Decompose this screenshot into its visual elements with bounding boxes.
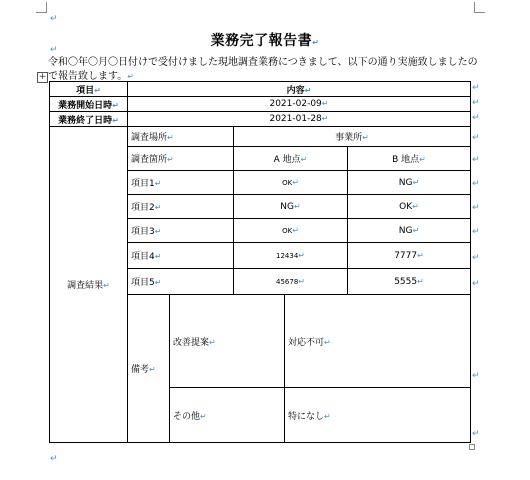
return-arrow-icon: ↵: [412, 201, 419, 211]
return-arrow-icon: ↵: [167, 133, 174, 142]
point-a-value-cell[interactable]: NG↵: [234, 195, 348, 219]
return-arrow-icon: ↵: [154, 278, 162, 287]
crop-mark-top-right: [474, 2, 485, 13]
return-arrow-icon: ↵: [167, 155, 174, 164]
return-arrow-icon: ↵: [324, 337, 331, 347]
return-arrow-icon: ↵: [50, 454, 58, 464]
return-arrow-icon: ↵: [154, 227, 162, 236]
survey-place-label-cell[interactable]: 調査場所↵: [128, 127, 234, 147]
return-arrow-icon: ↵: [472, 227, 480, 237]
intro-paragraph[interactable]: [48, 56, 478, 84]
survey-place-row: [50, 127, 471, 147]
return-arrow-icon: ↵: [419, 155, 426, 164]
point-a-value-cell[interactable]: OK↵: [234, 219, 348, 243]
return-arrow-icon: ↵: [127, 72, 134, 81]
point-b-value-cell[interactable]: NG↵: [348, 171, 471, 195]
point-b-value-cell[interactable]: NG↵: [348, 219, 471, 243]
point-b-value-cell[interactable]: 7777↵: [348, 243, 471, 269]
return-arrow-icon: ↵: [154, 179, 162, 188]
content-header-cell[interactable]: 内容↵: [128, 82, 471, 97]
document-title-text: 業務完了報告書: [210, 33, 313, 49]
improvement-value-cell[interactable]: 対応不可↵: [285, 295, 471, 388]
return-arrow-icon: ↵: [321, 99, 329, 108]
return-arrow-icon: ↵: [112, 115, 119, 125]
return-arrow-icon: ↵: [472, 113, 480, 123]
return-arrow-icon: ↵: [200, 411, 207, 421]
point-b-value-cell[interactable]: 5555↵: [348, 269, 471, 295]
office-label-cell[interactable]: 事業所↵: [234, 127, 471, 147]
results-label-cell[interactable]: 調査結果↵: [50, 127, 128, 443]
return-arrow-icon: ↵: [112, 100, 119, 110]
return-arrow-icon: ↵: [298, 277, 305, 286]
return-arrow-icon: ↵: [362, 133, 369, 142]
other-label-cell[interactable]: その他↵: [170, 388, 285, 443]
point-a-header-cell[interactable]: A 地点↵: [234, 147, 348, 171]
point-b-value-cell[interactable]: OK↵: [348, 195, 471, 219]
row-label-cell[interactable]: 項目3↵: [128, 219, 234, 243]
return-arrow-icon: ↵: [472, 83, 480, 93]
return-arrow-icon: ↵: [154, 203, 162, 212]
row-label-cell[interactable]: 項目4↵: [128, 243, 234, 269]
point-a-value-cell[interactable]: OK↵: [234, 171, 348, 195]
table-header-row: [50, 82, 471, 97]
return-arrow-icon: ↵: [321, 114, 329, 123]
row-label-cell[interactable]: 項目1↵: [128, 171, 234, 195]
point-a-value-cell[interactable]: 45678↵: [234, 269, 348, 295]
return-arrow-icon: ↵: [50, 14, 58, 24]
crop-mark-top-left: [36, 2, 47, 13]
return-arrow-icon: ↵: [94, 85, 101, 95]
other-value-cell[interactable]: 特になし↵: [285, 388, 471, 443]
row-label-cell[interactable]: 項目5↵: [128, 269, 234, 295]
start-datetime-row: [50, 97, 471, 112]
return-arrow-icon: ↵: [472, 371, 480, 381]
improvement-label-cell[interactable]: 改善提案↵: [170, 295, 285, 388]
return-arrow-icon: ↵: [292, 178, 299, 187]
return-arrow-icon: ↵: [298, 251, 305, 260]
return-arrow-icon: ↵: [412, 177, 420, 187]
return-arrow-icon: ↵: [292, 226, 299, 235]
report-table: [49, 81, 471, 443]
return-arrow-icon: ↵: [472, 179, 480, 189]
document-title[interactable]: [0, 30, 530, 50]
return-arrow-icon: ↵: [324, 411, 331, 421]
end-label-cell[interactable]: 業務終了日時↵: [50, 112, 128, 127]
survey-point-label-cell[interactable]: 調査箇所↵: [128, 147, 234, 171]
item-header-cell[interactable]: 項目↵: [50, 82, 128, 97]
start-label-cell[interactable]: 業務開始日時↵: [50, 97, 128, 112]
return-arrow-icon: ↵: [50, 45, 58, 55]
remarks-label-cell[interactable]: 備考↵: [128, 295, 170, 443]
table-resize-handle[interactable]: [469, 444, 475, 450]
intro-text: 令和〇年〇月〇日付けで受付けました現地調査業務につきまして、以下の通り実施致しましたので報告致します。: [48, 57, 478, 82]
table-move-handle-icon[interactable]: +: [38, 72, 47, 82]
return-arrow-icon: ↵: [472, 133, 480, 143]
return-arrow-icon: ↵: [417, 276, 424, 286]
return-arrow-icon: ↵: [472, 429, 480, 439]
return-arrow-icon: ↵: [472, 155, 480, 165]
return-arrow-icon: ↵: [154, 252, 162, 261]
return-arrow-icon: ↵: [304, 85, 312, 95]
end-datetime-row: [50, 112, 471, 127]
start-value-cell[interactable]: 2021-02-09↵: [128, 97, 471, 112]
return-arrow-icon: ↵: [103, 281, 110, 290]
end-value-cell[interactable]: 2021-01-28↵: [128, 112, 471, 127]
return-arrow-icon: ↵: [294, 201, 301, 211]
return-arrow-icon: ↵: [312, 38, 320, 47]
return-arrow-icon: ↵: [209, 337, 216, 347]
point-a-value-cell[interactable]: 12434↵: [234, 243, 348, 269]
point-b-header-cell[interactable]: B 地点↵: [348, 147, 471, 171]
return-arrow-icon: ↵: [300, 155, 308, 164]
return-arrow-icon: ↵: [472, 279, 480, 289]
return-arrow-icon: ↵: [472, 98, 480, 108]
return-arrow-icon: ↵: [472, 203, 480, 213]
row-label-cell[interactable]: 項目2↵: [128, 195, 234, 219]
return-arrow-icon: ↵: [472, 253, 480, 263]
return-arrow-icon: ↵: [417, 250, 424, 260]
return-arrow-icon: ↵: [412, 225, 420, 235]
return-arrow-icon: ↵: [149, 365, 156, 374]
